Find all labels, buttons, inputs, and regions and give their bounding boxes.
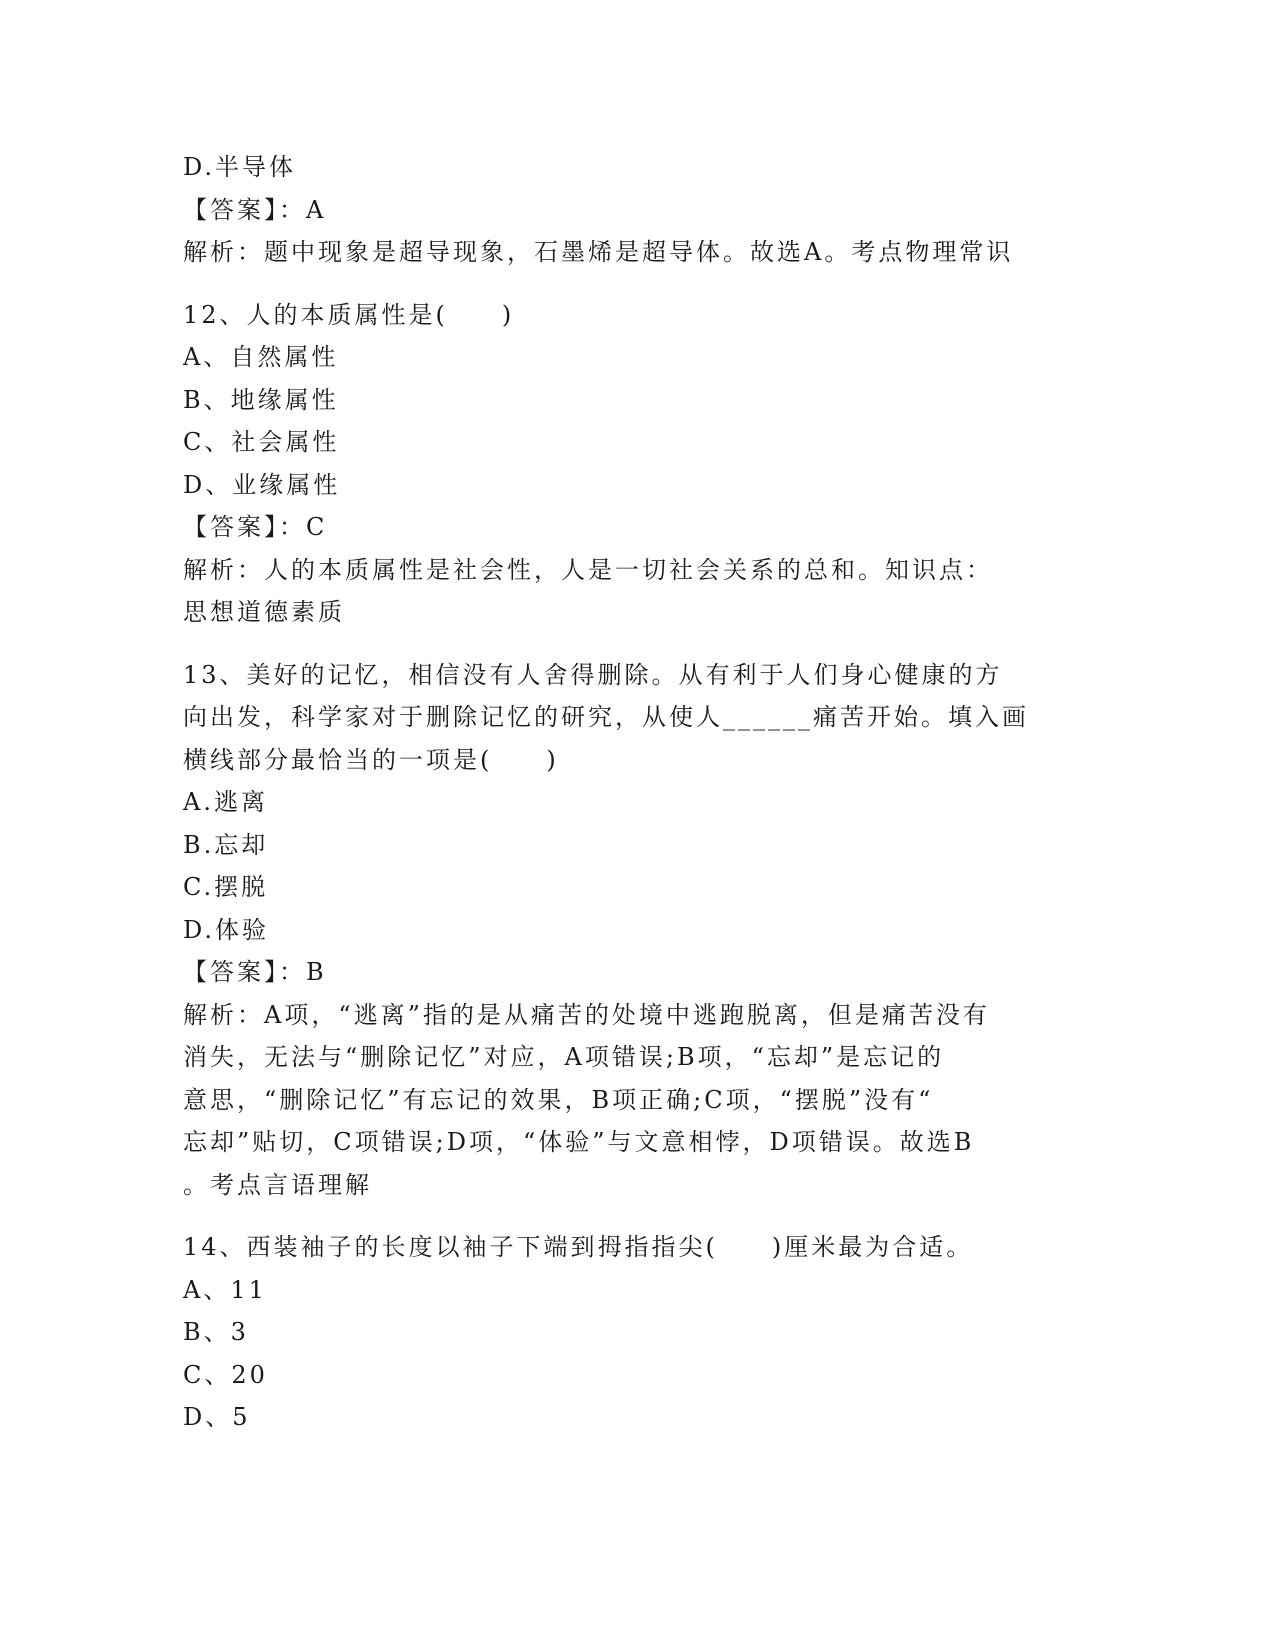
option-c: C.摆脱	[183, 873, 269, 901]
question-13	[183, 654, 1083, 1207]
analysis-line: 忘却”贴切，C项错误;D项，“体验”与文意相悖，D项错误。故选B	[183, 1128, 975, 1156]
analysis-line: 解析：A项，“逃离”指的是从痛苦的处境中逃跑脱离，但是痛苦没有	[183, 1000, 990, 1029]
answer-line: 【答案】：A	[183, 195, 327, 224]
question-stem: 14、西装袖子的长度以袖子下端到拇指指尖( )厘米最为合适。	[183, 1233, 974, 1261]
option-d: D、5	[183, 1403, 251, 1431]
option-b: B、3	[183, 1318, 249, 1346]
analysis-line: 。考点言语理解	[183, 1170, 372, 1199]
spacer	[183, 1206, 1083, 1226]
option-c: C、20	[183, 1360, 268, 1389]
answer-line: 【答案】：B	[183, 958, 327, 986]
option-d: D.半导体	[183, 153, 297, 181]
analysis-line: 消失，无法与“删除记忆”对应，A项错误;B项，“忘却”是忘记的	[183, 1043, 945, 1071]
spacer	[183, 634, 1083, 654]
question-stem: 横线部分最恰当的一项是( )	[183, 745, 559, 774]
question-12	[183, 294, 1083, 634]
question-11-tail	[183, 146, 1083, 274]
analysis-line: 解析：人的本质属性是社会性，人是一切社会关系的总和。知识点：	[183, 555, 993, 584]
question-14	[183, 1226, 1083, 1439]
analysis-line: 解析：题中现象是超导现象，石墨烯是超导体。故选A。考点物理常识	[183, 238, 1014, 266]
option-a: A.逃离	[183, 788, 268, 816]
option-a: A、自然属性	[183, 343, 339, 371]
question-stem: 13、美好的记忆，相信没有人舍得删除。从有利于人们身心健康的方	[183, 660, 1003, 689]
option-b: B、地缘属性	[183, 385, 339, 414]
spacer	[183, 274, 1083, 294]
answer-line: 【答案】：C	[183, 513, 328, 541]
option-b: B.忘却	[183, 830, 269, 859]
document-page	[183, 146, 1083, 1439]
option-c: C、社会属性	[183, 428, 340, 456]
analysis-line: 意思，“删除记忆”有忘记的效果，B项正确;C项，“摆脱”没有“	[183, 1085, 934, 1114]
question-stem: 向出发，科学家对于删除记忆的研究，从使人______痛苦开始。填入画	[183, 703, 1029, 731]
option-d: D.体验	[183, 915, 270, 944]
analysis-line: 思想道德素质	[183, 598, 345, 626]
option-d: D、业缘属性	[183, 470, 341, 499]
question-stem: 12、人的本质属性是( )	[183, 300, 515, 329]
option-a: A、11	[183, 1275, 267, 1304]
